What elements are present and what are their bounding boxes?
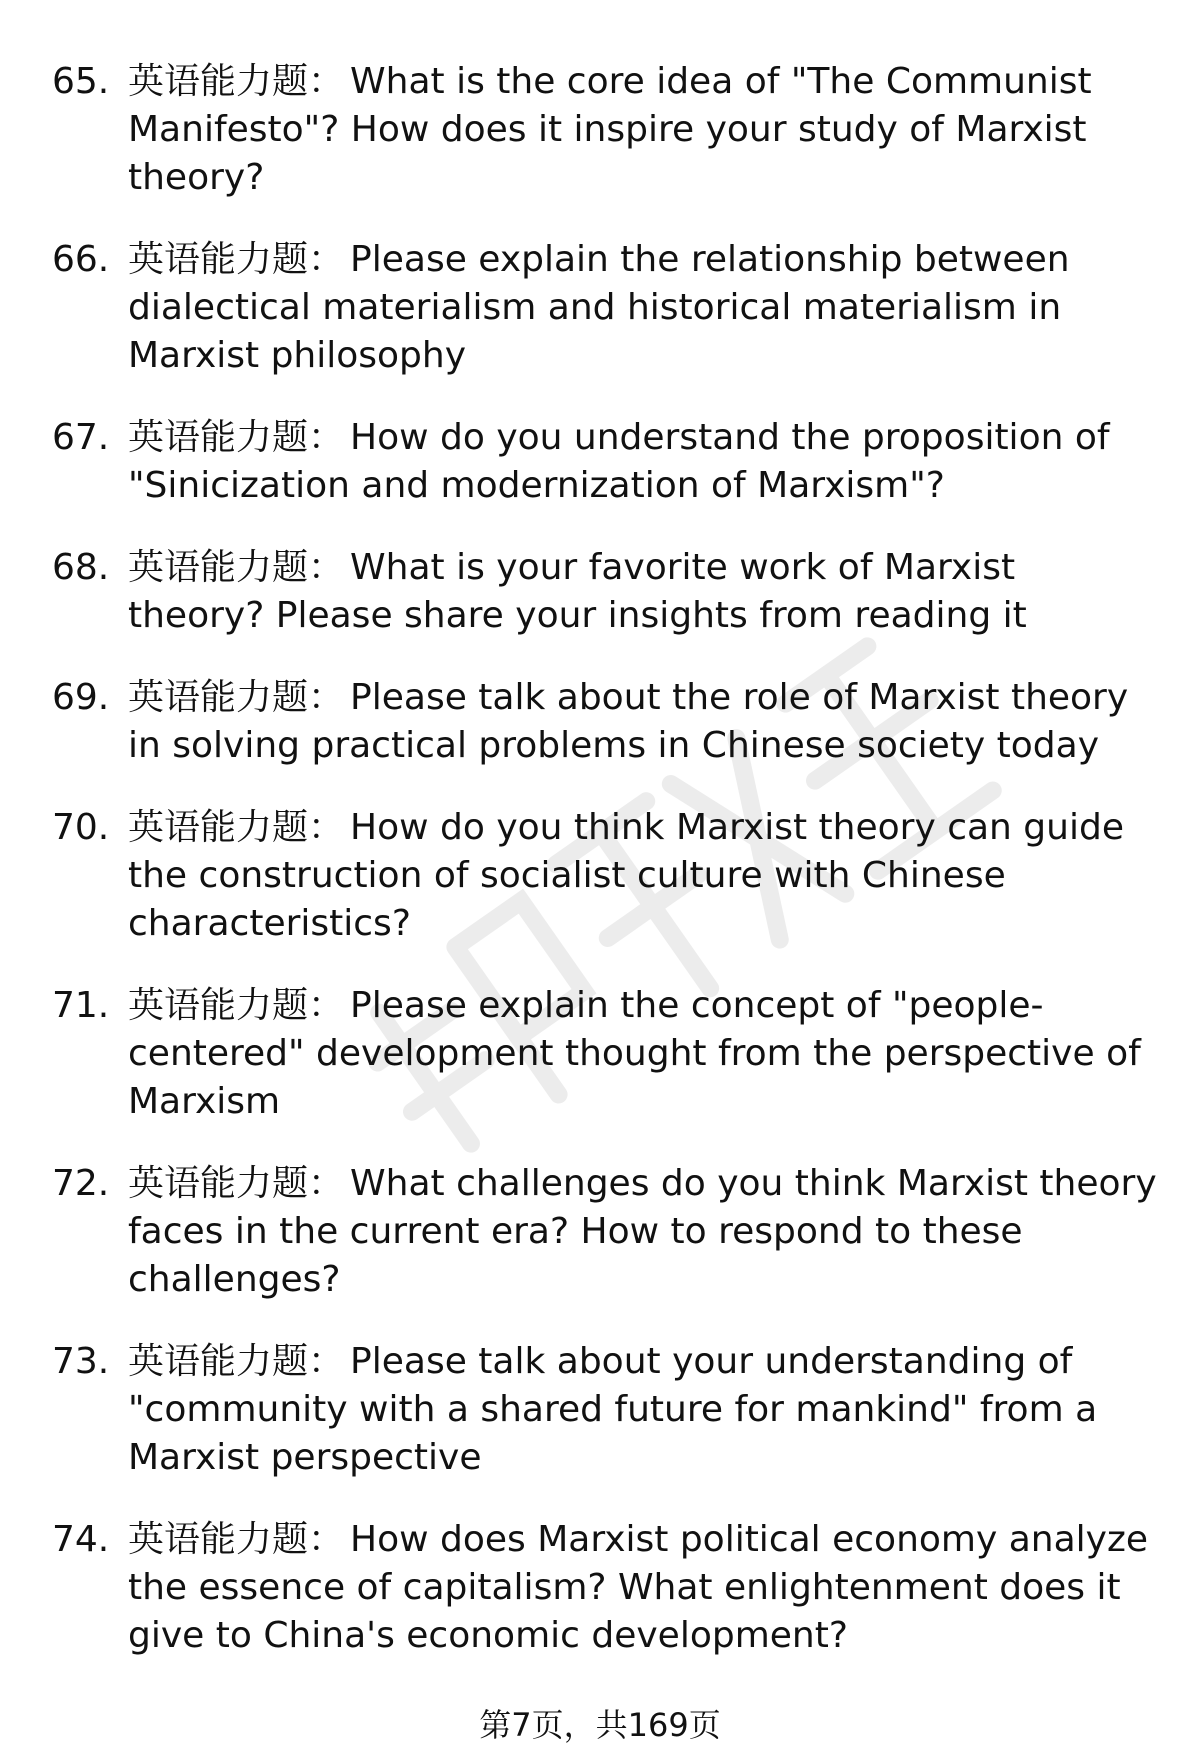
question-number: 71. <box>52 985 110 1026</box>
question-item-73 <box>52 1338 1162 1482</box>
question-text: How does Marxist political economy analyze the essence of capitalism? What enlightenment does it give to China's economic development? <box>128 1519 1149 1656</box>
question-text: Please talk about your understanding of "community with a shared future for mankind" from a Marxist perspective <box>128 1341 1098 1478</box>
question-item-71 <box>52 982 1162 1126</box>
question-body <box>128 544 1162 640</box>
question-number: 73. <box>52 1341 110 1382</box>
question-separator: ： <box>308 417 345 458</box>
question-text: What challenges do you think Marxist theory faces in the current era? How to respond to these challenges? <box>128 1163 1157 1300</box>
question-item-66 <box>52 236 1162 380</box>
question-separator: ： <box>308 807 345 848</box>
question-text: What is your favorite work of Marxist theory? Please share your insights from reading it <box>128 547 1027 636</box>
question-body <box>128 674 1162 770</box>
question-item-65 <box>52 58 1162 202</box>
question-item-74 <box>52 1516 1162 1660</box>
question-body <box>128 1516 1162 1660</box>
page-footer: 第7页，共169页 <box>479 1706 721 1744</box>
question-label: 英语能力题 <box>128 61 309 102</box>
question-separator: ： <box>308 677 345 718</box>
question-item-68 <box>52 544 1162 640</box>
question-separator: ： <box>308 1163 345 1204</box>
question-separator: ： <box>308 1341 345 1382</box>
question-label: 英语能力题 <box>128 677 309 718</box>
question-item-72 <box>52 1160 1162 1304</box>
question-text: How do you think Marxist theory can guide the construction of socialist culture with Chinese characteristics? <box>128 807 1124 944</box>
question-label: 英语能力题 <box>128 1163 309 1204</box>
question-number: 70. <box>52 807 110 848</box>
question-label: 英语能力题 <box>128 239 309 280</box>
question-body <box>128 982 1162 1126</box>
question-body <box>128 1160 1162 1304</box>
question-separator: ： <box>308 1519 345 1560</box>
question-number: 66. <box>52 239 110 280</box>
question-label: 英语能力题 <box>128 547 309 588</box>
question-separator: ： <box>308 239 345 280</box>
question-number: 69. <box>52 677 110 718</box>
question-separator: ： <box>308 985 345 1026</box>
question-text: Please talk about the role of Marxist theory in solving practical problems in Chinese society today <box>128 677 1129 766</box>
question-item-67 <box>52 414 1162 510</box>
question-label: 英语能力题 <box>128 417 309 458</box>
question-label: 英语能力题 <box>128 1341 309 1382</box>
question-number: 68. <box>52 547 110 588</box>
question-separator: ： <box>308 547 345 588</box>
question-text: How do you understand the proposition of "Sinicization and modernization of Marxism"? <box>128 417 1110 506</box>
question-list <box>52 58 1162 1694</box>
question-body <box>128 1338 1162 1482</box>
question-body <box>128 804 1162 948</box>
question-label: 英语能力题 <box>128 985 309 1026</box>
question-text: What is the core idea of "The Communist Manifesto"? How does it inspire your study of Marxist theory? <box>128 61 1092 198</box>
question-item-69 <box>52 674 1162 770</box>
question-body <box>128 414 1162 510</box>
question-number: 72. <box>52 1163 110 1204</box>
question-separator: ： <box>308 61 345 102</box>
question-text: Please explain the relationship between dialectical materialism and historical materialism in Marxist philosophy <box>128 239 1070 376</box>
question-body <box>128 58 1162 202</box>
question-number: 74. <box>52 1519 110 1560</box>
question-item-70 <box>52 804 1162 948</box>
question-text: Please explain the concept of "people-centered" development thought from the perspective of Marxism <box>128 985 1141 1122</box>
question-number: 67. <box>52 417 110 458</box>
question-body <box>128 236 1162 380</box>
question-number: 65. <box>52 61 110 102</box>
question-label: 英语能力题 <box>128 1519 309 1560</box>
question-label: 英语能力题 <box>128 807 309 848</box>
